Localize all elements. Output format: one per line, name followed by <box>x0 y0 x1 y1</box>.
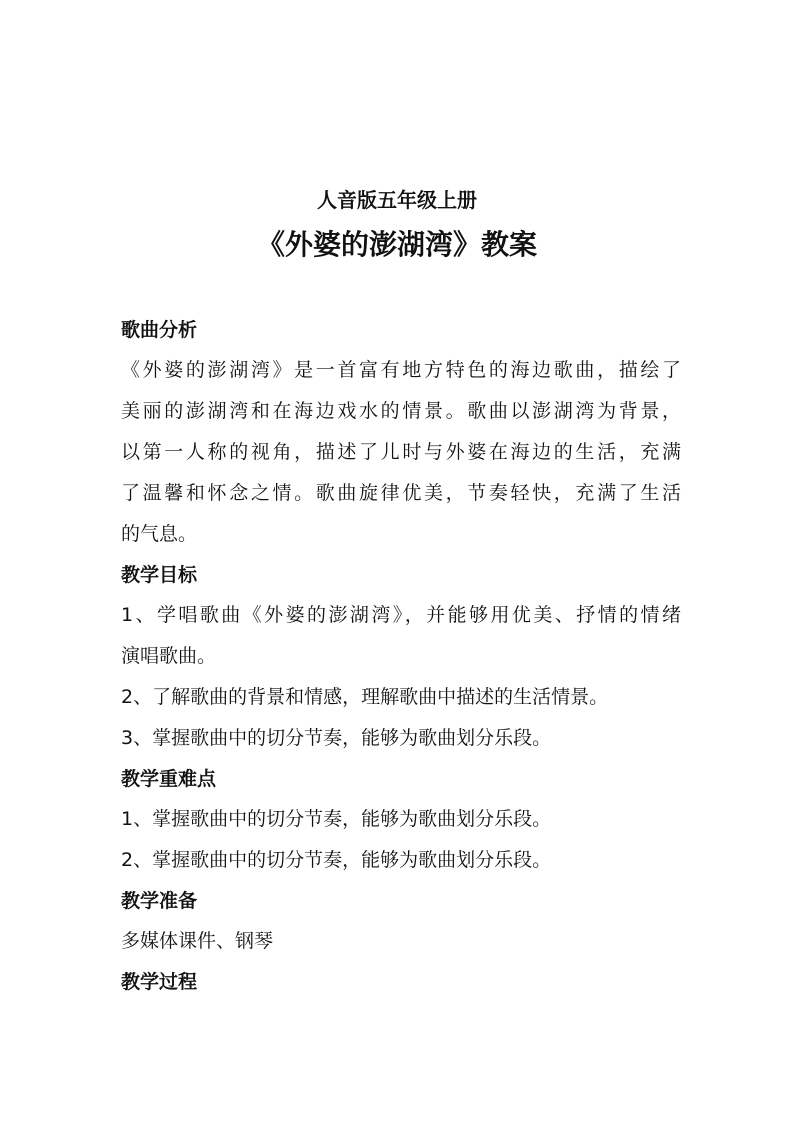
paragraph-line: 《外婆的澎湖湾》是一首富有地方特色的海边歌曲，描绘了 <box>121 359 681 381</box>
objective-item-2 <box>121 677 681 718</box>
paragraph-line: 的气息。 <box>121 523 198 545</box>
paragraph-line: 美丽的澎湖湾和在海边戏水的情景。歌曲以澎湖湾为背景， <box>121 400 681 422</box>
paragraph-line: 了温馨和怀念之情。歌曲旋律优美，节奏轻快，充满了生活 <box>121 482 681 504</box>
objective-item-3 <box>121 718 681 759</box>
list-item-line: 演唱歌曲。 <box>121 645 217 667</box>
section-heading-preparation: 教学准备 <box>121 890 198 912</box>
key-point-item-2 <box>121 840 681 881</box>
paragraph-line: 以第一人称的视角，描述了儿时与外婆在海边的生活，充满 <box>121 441 681 463</box>
document-title: 《外婆的澎湖湾》教案 <box>256 228 537 261</box>
list-item-line: 1、学唱歌曲《外婆的澎湖湾》，并能够用优美、抒情的情绪 <box>121 604 681 626</box>
list-item-line: 2、了解歌曲的背景和情感，理解歌曲中描述的生活情景。 <box>121 686 609 708</box>
section-heading-analysis: 歌曲分析 <box>121 319 198 341</box>
preparation-text <box>121 921 681 962</box>
paragraph-line: 多媒体课件、钢琴 <box>121 930 274 952</box>
list-item-line: 3、掌握歌曲中的切分节奏，能够为歌曲划分乐段。 <box>121 727 552 749</box>
section-heading-key-points: 教学重难点 <box>121 768 217 790</box>
analysis-paragraph <box>121 350 681 555</box>
section-heading-process: 教学过程 <box>121 971 198 993</box>
objective-item-1 <box>121 595 681 677</box>
section-heading-objectives: 教学目标 <box>121 564 198 586</box>
key-point-item-1 <box>121 799 681 840</box>
list-item-line: 2、掌握歌曲中的切分节奏，能够为歌曲划分乐段。 <box>121 849 552 871</box>
document-subtitle: 人音版五年级上册 <box>317 188 477 212</box>
document-body <box>121 310 681 1002</box>
list-item-line: 1、掌握歌曲中的切分节奏，能够为歌曲划分乐段。 <box>121 808 552 830</box>
